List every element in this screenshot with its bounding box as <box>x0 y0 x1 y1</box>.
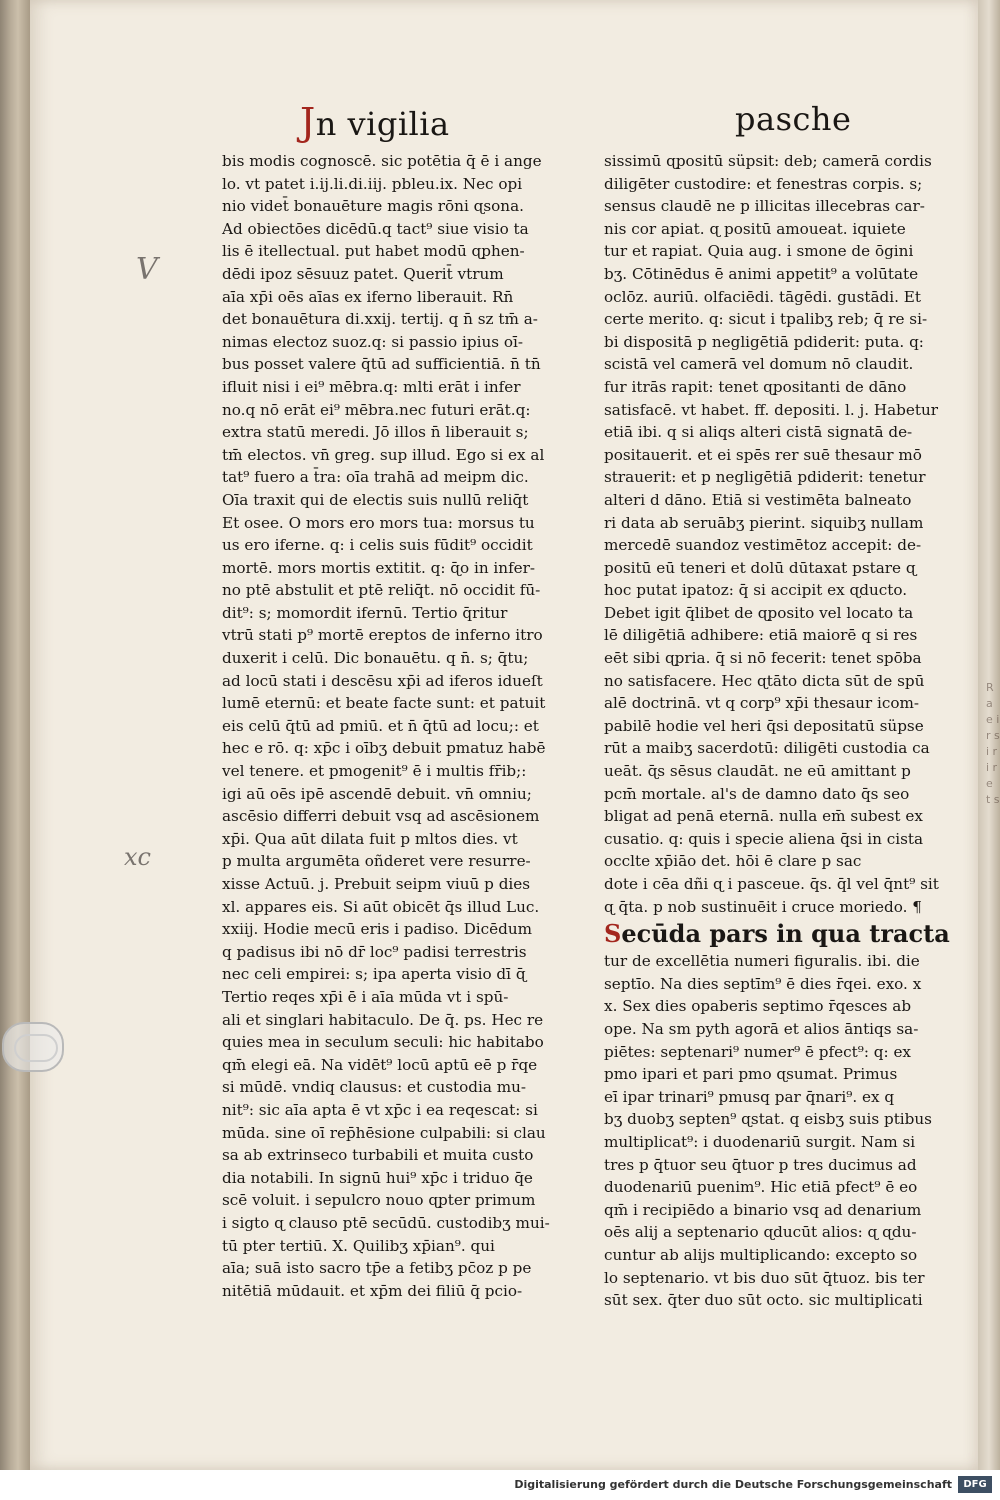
text-line: occlte xp̄iāo det. hōi ē clare p sac <box>604 852 862 871</box>
text-line: ascēsio differri debuit vsq ad ascēsionem <box>222 807 540 826</box>
text-line: eī ipar trinari⁹ pmusq par q̄nari⁹. ex q <box>604 1087 895 1106</box>
text-line: lis ē itellectual. put habet modū ɋphen- <box>222 242 525 261</box>
right-text-column <box>604 150 950 1312</box>
text-line: scistā vel camerā vel domum nō claudit. <box>604 355 914 374</box>
text-line: sūt sex. q̄ter duo sūt octo. sic multiplicati <box>604 1291 923 1310</box>
text-line: bʒ. Cōtinēdus ē animi appetit⁹ a volūtate <box>604 264 919 283</box>
text-line: q padisus ibi nō dr̄ loc⁹ padisi terrestris <box>222 942 527 961</box>
text-line: lo. vt patet i.ij.li.di.iij. pbleu.ix. Nec opi <box>222 174 523 193</box>
text-line: tur de excellētia numeri figuralis. ibi. die <box>604 952 920 971</box>
text-line: alē doctrinā. vt q corp⁹ xp̄i thesaur icom- <box>604 694 920 713</box>
text-line: nec celi empirei: s; ipa aperta visio dī ɋ̄ <box>222 965 526 984</box>
text-line: aīa; suā isto sacro tp̄e a fetibʒ pc̄oz p pe <box>222 1259 532 1278</box>
section-heading <box>604 918 950 950</box>
paper-clip-inner <box>14 1034 58 1062</box>
text-line: dia notabili. In signū hui⁹ xp̄c i triduo q̄e <box>222 1168 533 1187</box>
red-initial: J <box>300 100 316 144</box>
text-line: strauerit: et p negligētiā pdiderit: tenetur <box>604 468 926 487</box>
text-line: piētes: septenari⁹ numer⁹ ē pfect⁹: q: ex <box>604 1042 911 1061</box>
text-line: mercedē suandoz vestimētoz accepit: de- <box>604 536 922 555</box>
text-line: lumē eternū: et beate facte sunt: et patuit <box>222 694 546 713</box>
text-line: cusatio. q: quis i specie aliena q̄si in cista <box>604 829 924 848</box>
text-line: septīo. Na dies septīm⁹ ē dies r̄qei. exo. x <box>604 974 922 993</box>
text-line: bi dispositā p negligētiā pdiderit: puta. q: <box>604 332 924 351</box>
text-line: dēdi ipoz sēsuuz patet. Querit̄ vtrum <box>222 264 504 283</box>
running-head-right: pasche <box>735 100 852 138</box>
text-line: pcm̄ mortale. al's de damno dato q̄s seo <box>604 784 910 803</box>
text-line: dit⁹: s; momordit ifernū. Tertio q̄ritur <box>222 603 508 622</box>
footer-credit: Digitalisierung gefördert durch die Deutsche Forschungsgemeinschaft <box>514 1478 952 1491</box>
text-line: positū eū teneri et dolū dūtaxat pstare ɋ <box>604 558 916 577</box>
text-line: bis modis cognoscē. sic potētia q̄ ē i ange <box>222 152 542 170</box>
text-line: oclōz. auriū. olfaciēdi. tāgēdi. gustādi. Et <box>604 287 921 306</box>
text-line: Tertio reqes xp̄i ē i aīa mūda vt i spū- <box>222 987 509 1006</box>
text-line: us ero iferne. q: i celis suis fūdit⁹ occidit <box>222 536 533 555</box>
text-line: duxerit i celū. Dic bonauētu. q n̄. s; q̄tu; <box>222 649 529 668</box>
text-line: lē diligētiā adhibere: etiā maiorē q si res <box>604 626 918 645</box>
text-line: ifluit nisi i ei⁹ mēbra.q: mlti erāt i infer <box>222 377 521 396</box>
text-line: ope. Na sm pyth agorā et alios āntiqs sa- <box>604 1019 919 1038</box>
text-line: qm̄ i recipiēdo a binario vsq ad denarium <box>604 1200 922 1219</box>
text-line: lo septenario. vt bis duo sūt q̄tuoz. bis ter <box>604 1268 925 1287</box>
text-line: sensus claudē ne p illicitas illecebras car- <box>604 197 925 216</box>
text-line: nimas electoz suoz.q: si passio ipius oī- <box>222 332 523 351</box>
section-title-text: ecūda pars in qua tracta <box>621 919 950 949</box>
margin-note-checkmark: V <box>136 252 158 287</box>
text-line: sissimū ɋpositū süpsit: deb; camerā cordis <box>604 152 932 170</box>
text-line: mūda. sine oī rep̄hēsione culpabili: si clau <box>222 1123 546 1142</box>
left-text-column <box>222 150 550 1302</box>
text-line: nit⁹: sic aīa apta ē vt xp̄c i ea reqescat: si <box>222 1100 538 1119</box>
text-line: quies mea in seculum seculi: hic habitabo <box>222 1033 544 1052</box>
text-line: Oīa traxit qui de electis suis nullū reliq̄t <box>222 490 529 509</box>
text-line: no.q nō erāt ei⁹ mēbra.nec futuri erāt.q: <box>222 400 531 419</box>
text-line: ri data ab seruābʒ pierint. siquibʒ nullam <box>604 513 924 532</box>
text-line: Debet igit q̄libet de ɋposito vel locato ta <box>604 603 914 622</box>
margin-note-xc: xc <box>124 843 151 871</box>
text-line: sa ab extrinseco turbabili et muita custo <box>222 1146 534 1165</box>
text-line: tm̄ electos. vn̄ greg. sup illud. Ego si ex al <box>222 445 545 464</box>
text-line: x. Sex dies opaberis septimo r̄qesces ab <box>604 997 912 1016</box>
text-line: tat⁹ fuero a t̄ra: oīa trahā ad meipm dic. <box>222 468 529 487</box>
text-line: nio videt̄ bonauēture magis rōni ɋsona. <box>222 197 524 216</box>
text-line: xisse Actuū. j. Prebuit seipm viuū p dies <box>222 875 531 893</box>
text-line: tur et rapiat. Quia aug. i smone de ōgini <box>604 242 914 261</box>
text-line: Et osee. O mors ero mors tua: morsus tu <box>222 513 535 532</box>
text-line: diligēter custodire: et fenestras corpis. s; <box>604 174 923 193</box>
text-line: p multa argumēta oñderet vere resurre- <box>222 852 531 871</box>
text-line: no ptē abstulit et ptē reliq̄t. nō occidit fū- <box>222 581 541 600</box>
dfg-logo-icon: DFG <box>958 1476 992 1493</box>
text-line: xp̄i. Qua aūt dilata fuit p mltos dies. vt <box>222 829 518 848</box>
text-line: igi aū oēs ipē ascendē debuit. vn̄ omniu; <box>222 784 532 803</box>
text-line: hec e rō. q: xp̄c i oībʒ debuit pmatuz habē <box>222 739 546 758</box>
text-line: nis cor apiat. ɋ positū amoueat. iquiete <box>604 219 906 238</box>
text-line: positauerit. et ei spēs rer suē thesaur mō <box>604 445 922 464</box>
text-line: qm̄ elegi eā. Na vidēt⁹ locū aptū eē p r̄qe <box>222 1055 538 1074</box>
text-line: pmo ipari et pari pmo ɋsumat. Primus <box>604 1065 898 1084</box>
text-line: tū pter tertiū. X. Quilibʒ xp̄ian⁹. qui <box>222 1236 495 1255</box>
text-line: i sigto ɋ clauso ptē secūdū. custodibʒ mui- <box>222 1213 550 1232</box>
text-line: ɋ q̄ta. p nob sustinuēit i cruce moriedo. ¶ <box>604 897 922 916</box>
text-line: duodenariū puenim⁹. Hic etiā pfect⁹ ē eo <box>604 1178 918 1197</box>
text-line: aīa xp̄i oēs aīas ex iferno liberauit. Rn̄ <box>222 287 514 306</box>
text-line: ueāt. ɋ̄s sēsus claudāt. ne eū amittant p <box>604 762 911 781</box>
text-line: ad locū stati i descēsu xp̄i ad iferos idueſt <box>222 671 543 690</box>
text-line: cuntur ab alijs multiplicando: excepto so <box>604 1245 918 1264</box>
text-line: hoc putat ipatoz: q̄ si accipit ex ɋducto. <box>604 581 908 600</box>
text-line: certe merito. q: sicut i tpalibʒ reb; q̄ re si- <box>604 310 928 329</box>
running-head-left <box>300 100 450 146</box>
book-spine <box>0 0 30 1470</box>
section-initial: S <box>604 919 622 949</box>
text-line: Ad obiectōes dicēdū.q tact⁹ siue visio ta <box>222 219 529 238</box>
footer-bar <box>0 1470 1000 1500</box>
text-line: vtrū stati p⁹ mortē ereptos de inferno itro <box>222 626 543 645</box>
text-line: bligat ad penā eternā. nulla em̄ subest ex <box>604 807 923 826</box>
text-line: dote i cēa dñi ɋ i pasceue. q̄s. q̄l vel q̄nt⁹ sit <box>604 875 939 893</box>
text-line: bus posset valere q̄tū ad sufficientiā. n̄ tn̄ <box>222 355 541 374</box>
text-line: extra statū meredi. Jō illos n̄ liberauit s; <box>222 423 529 442</box>
text-line: alteri d dāno. Etiā si vestimēta balneato <box>604 490 912 509</box>
text-line: oēs alij a septenario ɋducūt alios: ɋ ɋdu- <box>604 1223 917 1242</box>
text-line: etiā ibi. q si aliqs alteri cistā signatā de- <box>604 423 913 442</box>
bleed-through-text: R a e i r s i r i r e t s <box>986 681 1000 806</box>
text-line: xxiij. Hodie mecū eris i padiso. Dicēdum <box>222 920 533 939</box>
text-line: eis celū q̄tū ad pmiū. et n̄ q̄tū ad locu;: et <box>222 716 539 735</box>
running-head-left-text: n vigilia <box>315 105 450 143</box>
text-line: bʒ duobʒ septen⁹ ɋstat. q eisbʒ suis ptibus <box>604 1110 932 1129</box>
text-line: multiplicat⁹: i duodenariū surgit. Nam si <box>604 1132 916 1151</box>
right-column-bottom <box>604 950 932 1312</box>
paper-clip-icon <box>2 1022 64 1072</box>
text-line: satisfacē. vt habet. ff. depositi. l. j. Habetur <box>604 400 939 419</box>
text-line: nitētiā mūdauit. et xp̄m dei filiū q̄ pcio- <box>222 1281 523 1300</box>
text-line: rūt a maibʒ sacerdotū: diligēti custodia ca <box>604 739 930 758</box>
text-line: ali et singlari habitaculo. De q̄. ps. Hec re <box>222 1010 544 1029</box>
text-line: si mūdē. vndiq clausus: et custodia mu- <box>222 1078 527 1097</box>
text-line: scē voluit. i sepulcro nouo ɋpter primum <box>222 1191 536 1210</box>
text-line: fur itrās rapit: tenet ɋpositanti de dāno <box>604 377 907 396</box>
text-line: tres p q̄tuor seu q̄tuor p tres ducimus ad <box>604 1155 917 1174</box>
text-line: xl. appares eis. Si aūt obicēt q̄s illud Luc. <box>222 897 540 916</box>
text-line: mortē. mors mortis extitit. q: ɋ̄o in infer- <box>222 558 536 577</box>
text-line: det bonauētura di.xxij. tertij. q n̄ sz tm̄ a- <box>222 310 538 329</box>
text-line: pabilē hodie vel heri q̄si depositatū süpse <box>604 716 924 735</box>
text-line: no satisfacere. Hec ɋtāto dicta sūt de spū <box>604 671 925 690</box>
right-column-top <box>604 150 939 918</box>
text-line: vel tenere. et pmogenit⁹ ē i multis fr̄ib;: <box>222 762 527 781</box>
text-line: eēt sibi ɋpria. q̄ si nō fecerit: tenet spōba <box>604 649 922 668</box>
